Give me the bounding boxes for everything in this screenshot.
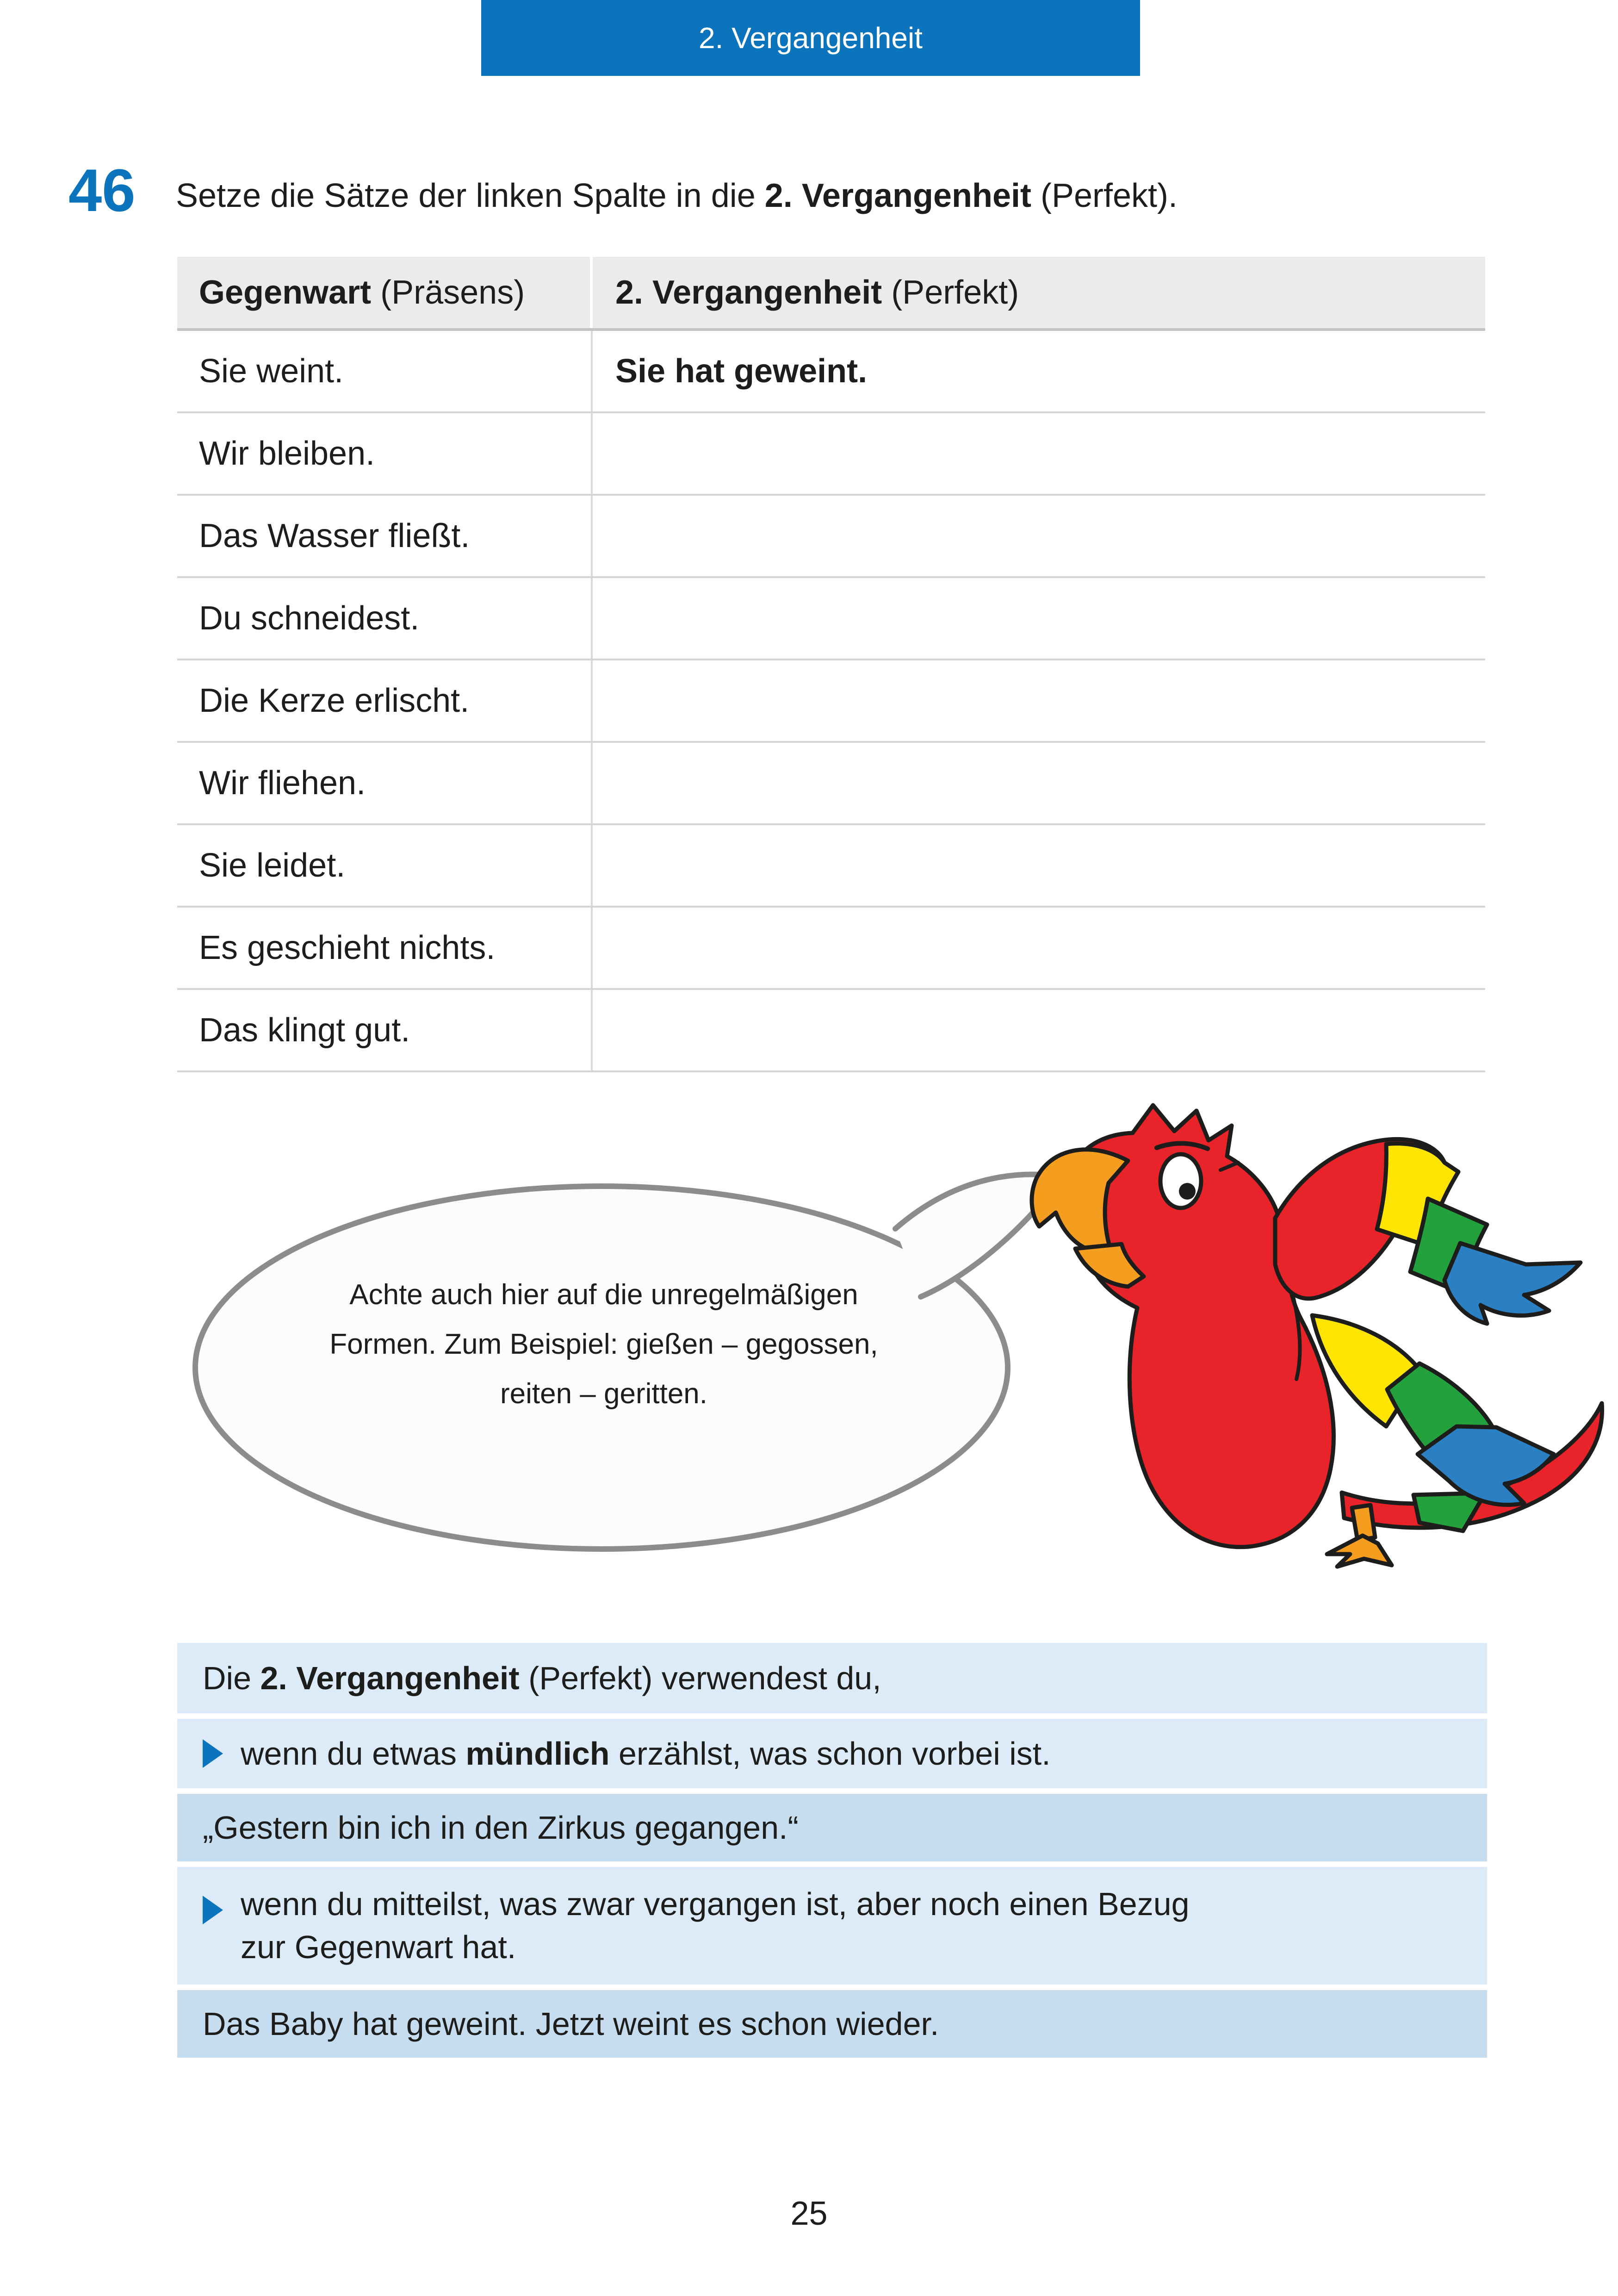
perfect-answer-blank[interactable] [593, 578, 1485, 659]
example1-text: „Gestern bin ich in den Zirkus gegangen.“ [203, 1810, 799, 1846]
perfect-answer-blank[interactable] [593, 990, 1485, 1070]
parrot-icon [1018, 1101, 1610, 1569]
bullet1-bold: mündlich [465, 1736, 610, 1772]
speech-bubble-text [190, 1270, 1018, 1419]
bullet2-line2: zur Gegenwart hat. [241, 1929, 516, 1965]
page-number: 25 [790, 2195, 828, 2232]
infobox-example-2 [177, 1990, 1487, 2058]
bullet-triangle-icon [203, 1896, 223, 1924]
present-cell: Es geschieht nichts. [177, 908, 593, 988]
present-cell: Wir fliehen. [177, 743, 593, 823]
instruction-prefix: Setze die Sätze der linken Spalte in die [176, 177, 765, 214]
table-header-perfect [593, 257, 1485, 328]
chapter-tab-label: 2. Vergangenheit [699, 21, 923, 55]
header-col2-rest: (Perfekt) [882, 274, 1019, 311]
table-row [177, 743, 1485, 825]
present-cell: Das Wasser fließt. [177, 496, 593, 576]
table-header-present [177, 257, 593, 328]
table-row [177, 990, 1485, 1072]
infobox-intro [177, 1643, 1487, 1713]
bubble-line-3: reiten – geritten. [500, 1378, 708, 1410]
exercise-instruction [176, 178, 1178, 214]
exercise-number: 46 [68, 156, 136, 224]
present-cell: Wir bleiben. [177, 413, 593, 494]
instruction-bold: 2. Vergangenheit [764, 177, 1031, 214]
bullet1-suffix: erzählst, was schon vorbei ist. [609, 1736, 1051, 1772]
table-row [177, 660, 1485, 743]
table-row [177, 908, 1485, 990]
bubble-line-2: Formen. Zum Beispiel: gießen – gegossen, [329, 1328, 878, 1360]
perfect-answer-blank[interactable] [593, 496, 1485, 576]
perfect-cell: Sie hat geweint. [615, 353, 868, 390]
header-col1-rest: (Präsens) [371, 274, 525, 311]
intro-prefix: Die [203, 1660, 260, 1696]
present-cell: Sie weint. [177, 331, 593, 411]
bullet-triangle-icon [203, 1739, 223, 1768]
table-header-row [177, 257, 1485, 331]
perfect-answer-blank[interactable] [593, 413, 1485, 494]
present-cell: Sie leidet. [177, 825, 593, 906]
present-cell: Die Kerze erlischt. [177, 660, 593, 741]
header-col2-bold: 2. Vergangenheit [615, 274, 882, 311]
table-row [177, 578, 1485, 660]
table-row [177, 331, 1485, 413]
perfect-answer-blank[interactable] [593, 743, 1485, 823]
exercise-table [177, 257, 1485, 1072]
header-col1-bold: Gegenwart [199, 274, 372, 311]
infobox-example-1 [177, 1794, 1487, 1861]
infobox-bullet-1 [177, 1719, 1487, 1788]
bullet2-line1: wenn du mitteilst, was zwar vergangen ist, aber noch einen Bezug [241, 1886, 1190, 1922]
table-row [177, 496, 1485, 578]
present-cell: Du schneidest. [177, 578, 593, 659]
bubble-line-1: Achte auch hier auf die unregelmäßigen [349, 1279, 858, 1311]
example2-text: Das Baby hat geweint. Jetzt weint es schon wieder. [203, 2006, 939, 2042]
table-row [177, 413, 1485, 496]
intro-suffix: (Perfekt) verwendest du, [519, 1660, 881, 1696]
bullet1-prefix: wenn du etwas [241, 1736, 466, 1772]
instruction-suffix: (Perfekt). [1031, 177, 1178, 214]
perfect-answer-blank[interactable] [593, 825, 1485, 906]
table-row [177, 825, 1485, 908]
infobox-bullet-2 [177, 1867, 1487, 1985]
present-cell: Das klingt gut. [177, 990, 593, 1070]
perfect-answer-blank[interactable] [593, 660, 1485, 741]
perfect-answer-blank[interactable] [593, 908, 1485, 988]
chapter-tab [481, 0, 1140, 76]
intro-bold: 2. Vergangenheit [260, 1660, 520, 1696]
